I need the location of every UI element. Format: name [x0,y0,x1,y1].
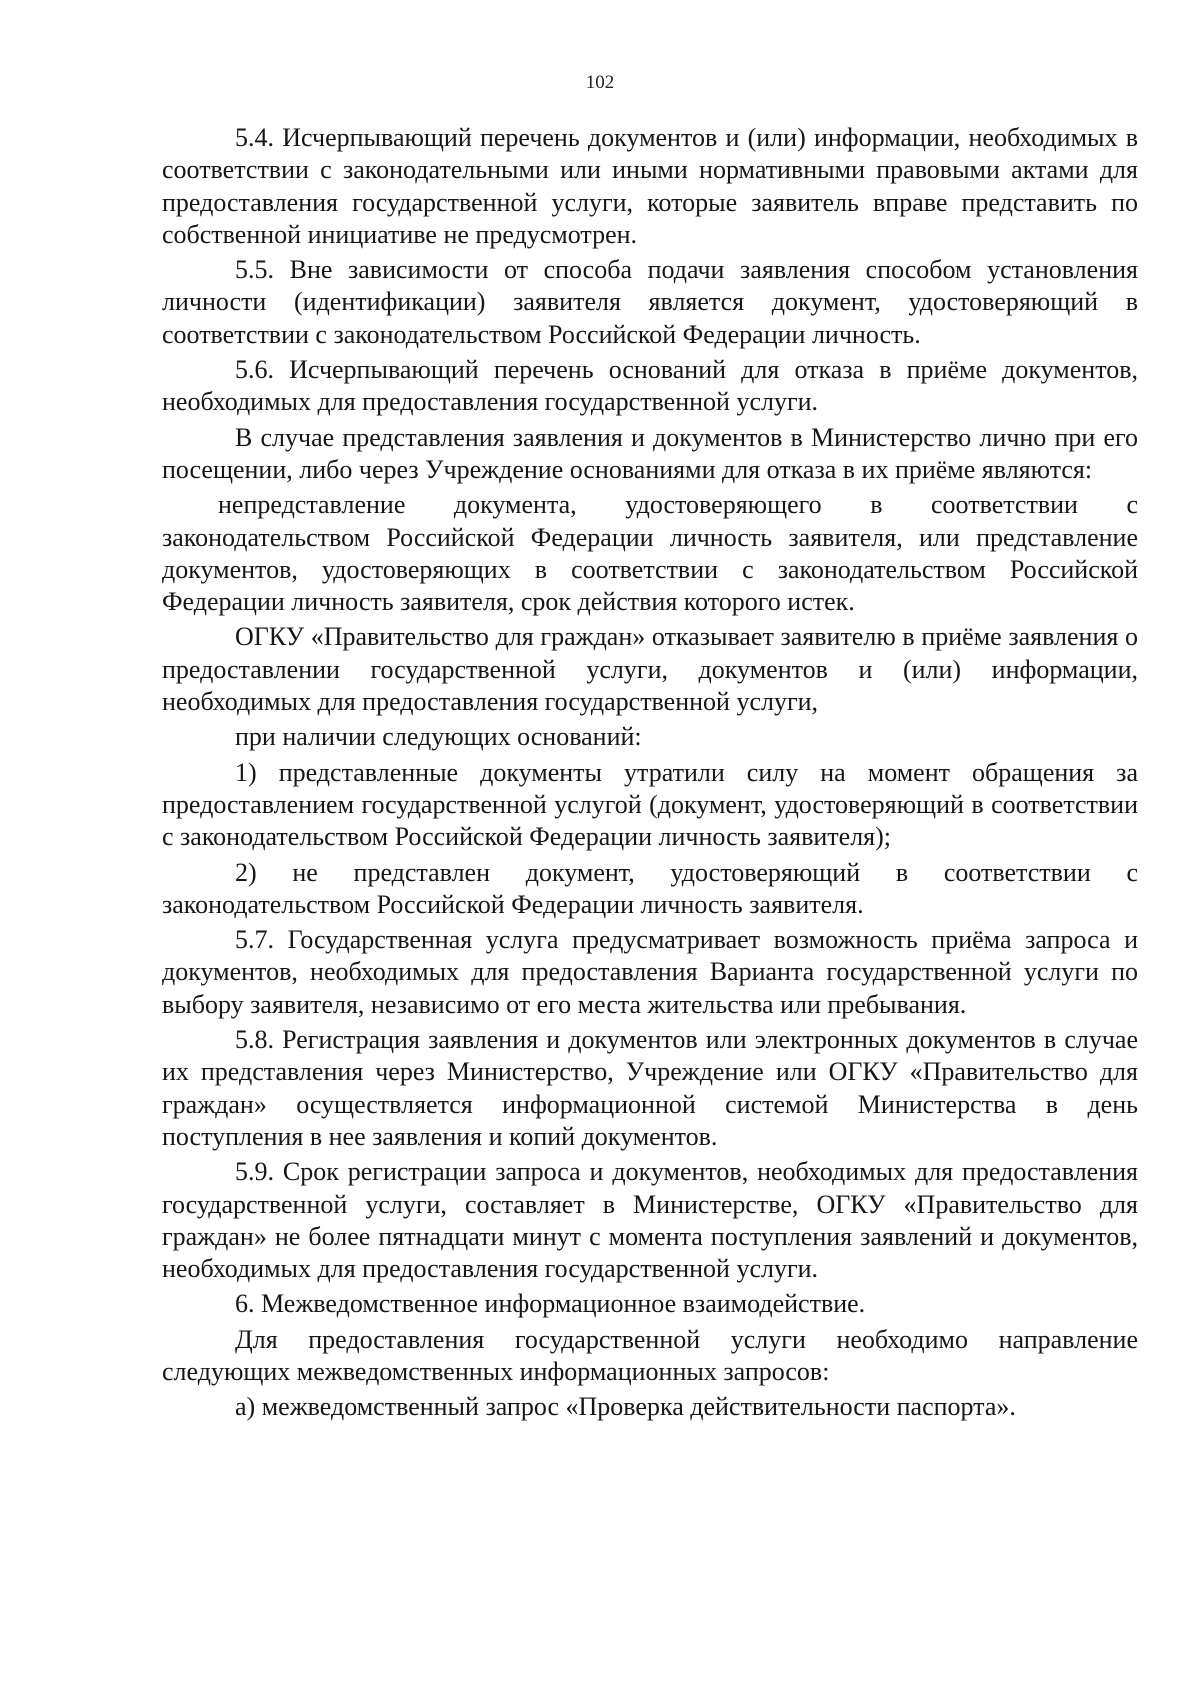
paragraph-refusal-grounds: непредставление документа, удостоверяющего в соответствии с законодательством Российской Федерации личность заявителя, или представление документов, удостоверяющих в соответствии с законодательством Российской Федерации личность заявителя, срок действия которого истек. [162,490,1138,617]
paragraph-5-9: 5.9. Срок регистрации запроса и документов, необходимых для предоставления государственной услуги, составляет в Министерстве, ОГКУ «Правительство для граждан» не более пятнадцати минут с момента поступления заявлений и документов, необходимых для предоставления государственной услуги. [162,1157,1138,1284]
paragraph-refusal-ministry: В случае представления заявления и документов в Министерство лично при его посещении, либо через Учреждение основаниями для отказа в их приёме являются: [162,422,1138,484]
paragraph-5-6: 5.6. Исчерпывающий перечень оснований для отказа в приёме документов, необходимых для предоставления государственной услуги. [162,355,1138,417]
list-item-1: 1) представленные документы утратили силу на момент обращения за предоставлением государственной услугой (документ, удостоверяющий в соответствии с законодательством Российской Федерации личность заявителя); [162,757,1138,852]
section-heading-6: 6. Межведомственное информационное взаимодействие. [235,1289,866,1319]
paragraph-ogku-refusal: ОГКУ «Правительство для граждан» отказывает заявителю в приёме заявления о предоставлении государственной услуги, документов и (или) информации, необходимых для предоставления государственной услуги, [162,622,1138,717]
paragraph-5-5: 5.5. Вне зависимости от способа подачи заявления способом установления личности (идентификации) заявителя является документ, удостоверяющий в соответствии с законодательством Российской Федерации личность. [162,255,1138,349]
paragraph-grounds-intro: при наличии следующих оснований: [235,722,642,752]
paragraph-5-8: 5.8. Регистрация заявления и документов или электронных документов в случае их представления через Министерство, Учреждение или ОГКУ «Правительство для граждан» осуществляется информационной системой Министерства в день поступления в нее заявления и копий документов. [162,1025,1138,1151]
document-body [162,122,1138,1424]
paragraph-5-4: 5.4. Исчерпывающий перечень документов и (или) информации, необходимых в соответствии с законодательными или иными нормативными правовыми актами для предоставления государственной услуги, которые заявитель вправе представить по собственной инициативе не предусмотрен. [162,123,1138,249]
paragraph-5-7: 5.7. Государственная услуга предусматривает возможность приёма запроса и документов, необходимых для предоставления Варианта государственной услуги по выбору заявителя, независимо от его места жительства или пребывания. [162,925,1138,1019]
list-item-a: а) межведомственный запрос «Проверка действительности паспорта». [235,1392,1016,1422]
paragraph-interagency-requests: Для предоставления государственной услуги необходимо направление следующих межведомственных информационных запросов: [162,1324,1138,1386]
list-item-2: 2) не представлен документ, удостоверяющий в соответствии с законодательством Российской Федерации личность заявителя. [162,857,1138,919]
page-number: 102 [585,72,615,93]
